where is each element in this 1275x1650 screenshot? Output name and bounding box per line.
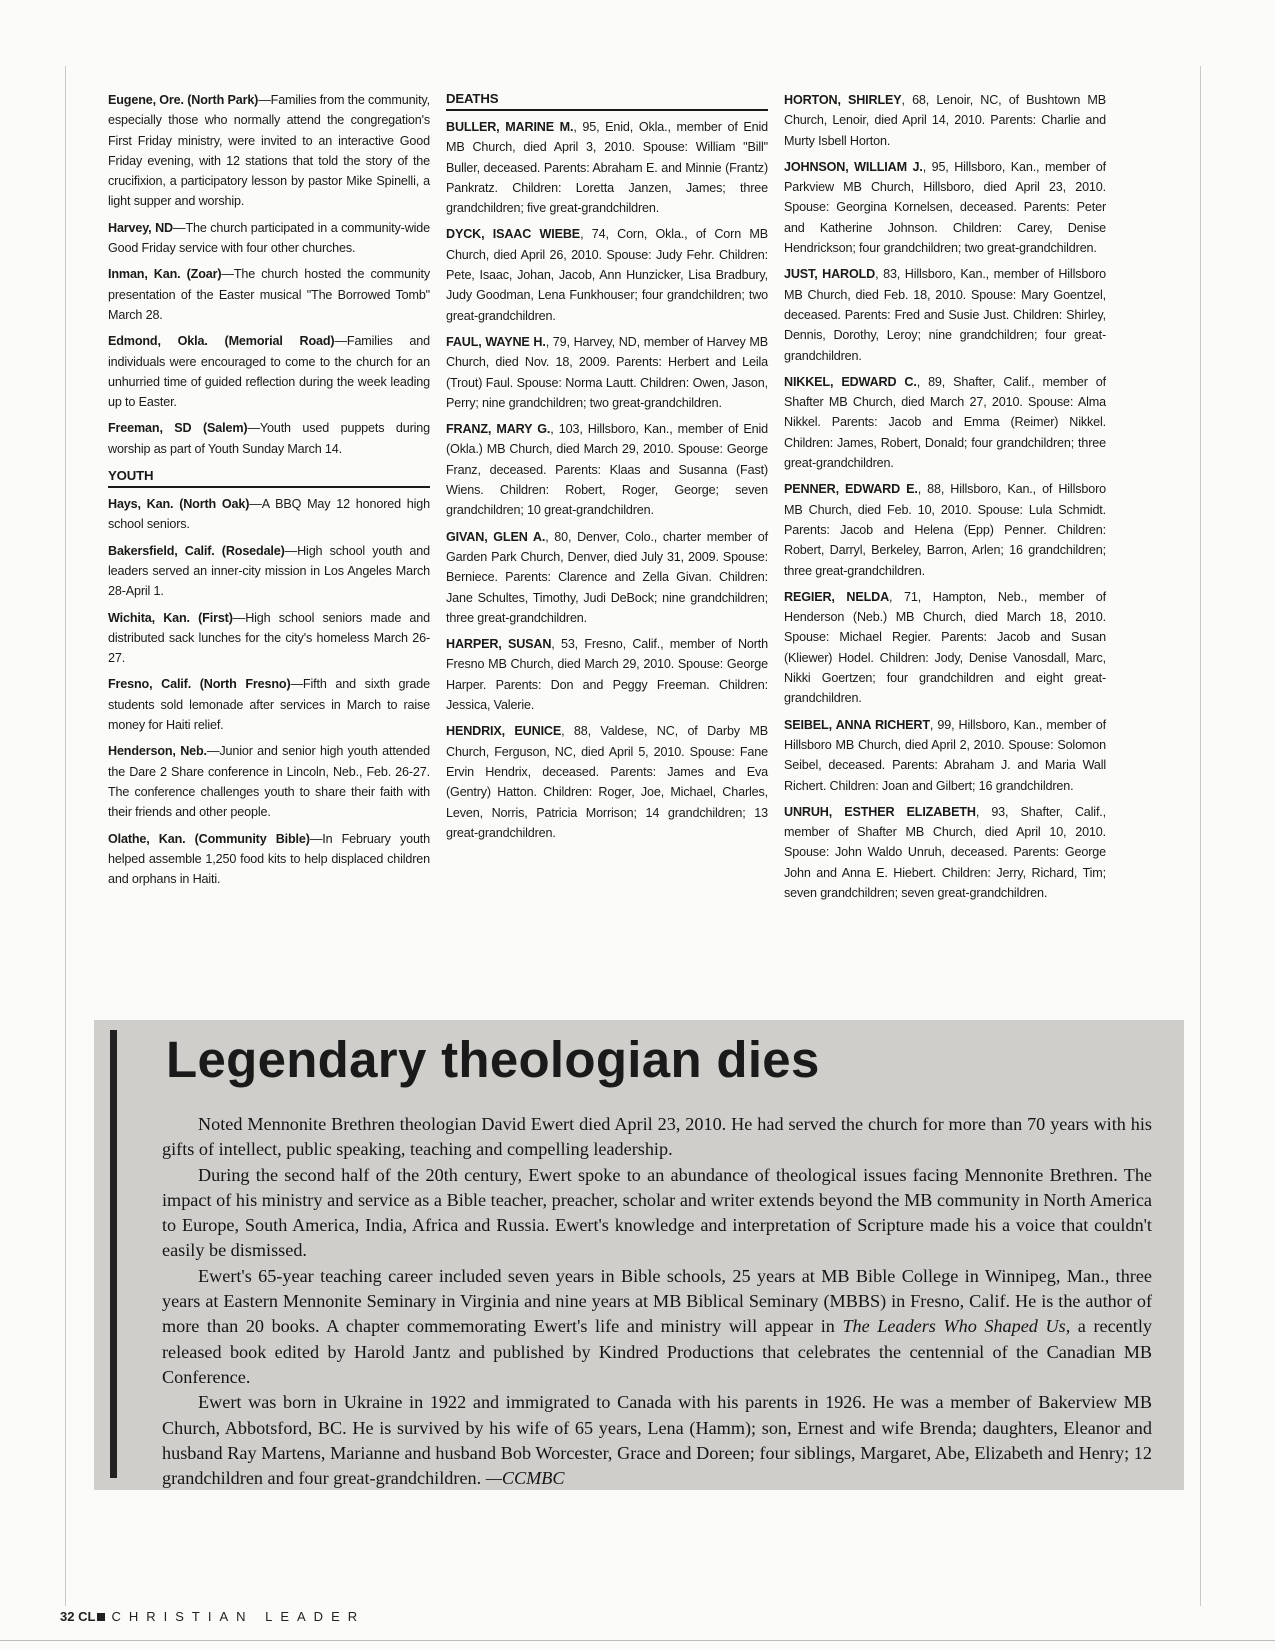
- news-entry: [108, 741, 430, 822]
- feature-text: Ewert's 65-year teaching career included seven years in Bible schools, 25 years at MB Bible College in Winnipeg, Man., three years at Eastern Mennonite Seminary in Virginia and nine years at MB Biblical Seminary (MBBS) in Fresno, Calif. He is the author of more than 20 books. A chapter commemorating Ewert's life and ministry will appear in: [162, 1265, 1152, 1337]
- entry-text: —Families from the community, especially those who normally attend the congregation's First Friday ministry, were invited to an interactive Good Friday evening, with 12 stations that told the story of the crucifixion, a participatory lesson by pastor Mike Spinelli, a light supper and worship.: [108, 93, 430, 209]
- feature-accent-bar: [110, 1030, 117, 1478]
- left-margin-rule: [65, 66, 66, 1606]
- obituary-entry: [784, 372, 1106, 473]
- feature-text: , a recently released book edited by Harold Jantz and published by Kindred Productions that celebrates the centennial of the Canadian MB Conference.: [162, 1316, 1153, 1387]
- feature-paragraph: [162, 1390, 1152, 1491]
- obituary-entry: [784, 157, 1106, 258]
- entry-name: GIVAN, GLEN A.: [446, 529, 546, 544]
- entry-text: —High school seniors made and distributed sack lunches for the city's homeless March 26-27.: [108, 610, 430, 666]
- magazine-abbrev: CL: [78, 1609, 96, 1624]
- page-number: 32: [60, 1609, 75, 1624]
- obituary-entry: [784, 264, 1106, 365]
- column-news: [108, 90, 430, 895]
- feature-title: Legendary theologian dies: [166, 1031, 820, 1088]
- entry-location: Bakersfield, Calif. (Rosedale): [108, 543, 285, 558]
- news-entry: [108, 418, 430, 459]
- right-margin-rule: [1200, 66, 1201, 1606]
- entry-text: , 88, Valdese, NC, of Darby MB Church, Ferguson, NC, died April 5, 2010. Spouse: Fane Ervin Hendrix, deceased. Parents: James and Eva (Gentry) Hatton. Children: Roger, Joe, Michael, Charles, Leven, Norris, Patricia Morrison; 14 grandchildren; 13 great-grandchildren.: [446, 724, 768, 840]
- square-bullet-icon: [97, 1613, 105, 1621]
- column-deaths-continued: [784, 90, 1106, 909]
- entry-text: —Youth used puppets during worship as part of Youth Sunday March 14.: [108, 421, 430, 456]
- entry-text: —High school youth and leaders served an inner-city mission in Los Angeles March 28-April 1.: [108, 543, 430, 599]
- obituary-entry: [446, 117, 768, 218]
- entry-text: —Junior and senior high youth attended the Dare 2 Share conference in Lincoln, Neb., Feb. 26-27. The conference challenges youth to share their faith with their friends and other people.: [108, 744, 430, 820]
- entry-name: UNRUH, ESTHER ELIZABETH: [784, 804, 976, 819]
- news-entry: [108, 608, 430, 669]
- entry-name: FAUL, WAYNE H.: [446, 334, 546, 349]
- news-entry: [108, 90, 430, 212]
- entry-name: JOHNSON, WILLIAM J.: [784, 159, 923, 174]
- deaths-entries: [446, 117, 768, 843]
- entry-location: Harvey, ND: [108, 220, 173, 235]
- entry-location: Eugene, Ore. (North Park): [108, 93, 259, 107]
- entry-name: BULLER, MARINE M.: [446, 120, 574, 134]
- entry-text: —The church hosted the community presentation of the Easter musical "The Borrowed Tomb" March 28.: [108, 267, 430, 322]
- entry-text: , 88, Hillsboro, Kan., of Hillsboro MB Church, died Feb. 10, 2010. Spouse: Lula Schmidt. Parents: Jacob and Helena (Epp) Penner. Children: Robert, Darryl, Berkeley, Barron, Arlen; 16 grandchildren; three great-grandchildren.: [784, 482, 1106, 578]
- youth-heading: YOUTH: [108, 467, 430, 488]
- entry-text: , 95, Hillsboro, Kan., member of Parkview MB Church, Hillsboro, died April 23, 2010. Spouse: Georgina Kornelsen, deceased. Parents: Peter and Katherine Johnson. Children: Carey, Denise Hendrickson; four grandchildren; two great-grandchildren.: [784, 159, 1106, 256]
- entry-text: —A BBQ May 12 honored high school seniors.: [108, 497, 430, 532]
- entry-name: HENDRIX, EUNICE: [446, 724, 562, 739]
- entry-name: HARPER, SUSAN: [446, 637, 552, 652]
- obituary-entry: [784, 90, 1106, 151]
- feature-paragraph: During the second half of the 20th century, Ewert spoke to an abundance of theological issues facing Mennonite Brethren. The impact of his ministry and service as a Bible teacher, preacher, scholar and writer extends beyond the MB community in North America to Europe, South America, India, Africa and Russia. Ewert's knowledge and interpretation of Scripture made his a voice that couldn't easily be dismissed.: [162, 1164, 1152, 1261]
- entry-text: , 68, Lenoir, NC, of Bushtown MB Church, Lenoir, died April 14, 2010. Parents: Charlie and Murty Isbell Horton.: [784, 93, 1107, 148]
- magazine-name: CHRISTIAN LEADER: [111, 1609, 366, 1624]
- deaths-entries-continued: [784, 90, 1106, 903]
- news-entry: [108, 264, 430, 325]
- entry-location: Inman, Kan. (Zoar): [108, 267, 222, 282]
- entry-text: , 53, Fresno, Calif., member of North Fresno MB Church, died March 29, 2010. Spouse: George Harper. Parents: Don and Peggy Freeman. Children: Jessica, Valerie.: [446, 637, 768, 713]
- entry-name: DYCK, ISAAC WIEBE: [446, 227, 581, 242]
- news-entry: [108, 494, 430, 535]
- entry-location: Wichita, Kan. (First): [108, 610, 233, 625]
- youth-entries: [108, 494, 430, 889]
- entry-location: Olathe, Kan. (Community Bible): [108, 831, 310, 846]
- entry-text: , 93, Shafter, Calif., member of Shafter MB Church, died April 10, 2010. Spouse: John Waldo Unruh, deceased. Parents: George John and Anna E. Hiebert. Children: Jerry, Richard, Tim; seven grandchildren; seven great-grandchildren.: [784, 804, 1106, 900]
- obituary-entry: [446, 332, 768, 413]
- entry-text: , 83, Hillsboro, Kan., member of Hillsboro MB Church, died Feb. 18, 2010. Spouse: Mary Goentzel, deceased. Parents: Fred and Susie Just. Children: Shirley, Dennis, Dorothy, Leroy; nine grandchildren; four great-grandchildren.: [784, 267, 1106, 363]
- entry-text: —Families and individuals were encouraged to come to the church for an unhurried time of guided reflection during the week leading up to Easter.: [108, 334, 430, 410]
- obituary-entry: [446, 419, 768, 520]
- feature-paragraph: [162, 1264, 1152, 1390]
- obituary-entry: [784, 715, 1106, 796]
- column-deaths: [446, 90, 768, 849]
- obituary-entry: [784, 802, 1106, 903]
- book-title: The Leaders Who Shaped Us: [842, 1316, 1066, 1337]
- easter-entries: [108, 90, 430, 459]
- entry-name: HORTON, SHIRLEY: [784, 93, 902, 107]
- entry-name: SEIBEL, ANNA RICHERT: [784, 717, 930, 732]
- entry-text: —In February youth helped assemble 1,250 food kits to help displaced children and orphans in Haiti.: [108, 831, 430, 887]
- feature-credit: —CCMBC: [485, 1468, 565, 1489]
- entry-text: , 80, Denver, Colo., charter member of Garden Park Church, Denver, died July 31, 2009. Spouse: Berniece. Parents: Clarence and Zella Givan. Children: Jane Schultes, Timothy, Judi DeBock; nine grandchildren; three great-grandchildren.: [446, 529, 768, 625]
- entry-text: , 74, Corn, Okla., of Corn MB Church, died April 26, 2010. Spouse: Judy Fehr. Children: Pete, Isaac, Johan, Jacob, Ann Hunzicker, Lisa Bradbury, Judy Goodman, Lena Funkhouser; four grandchildren; two great-grandchildren.: [446, 227, 768, 323]
- entry-text: , 79, Harvey, ND, member of Harvey MB Church, died Nov. 18, 2009. Parents: Herbert and Leila (Trout) Faul. Spouse: Norma Lautt. Children: Owen, Jason, Perry; nine grandchildren; two great-grandchildren.: [446, 334, 768, 410]
- deaths-heading: DEATHS: [446, 90, 768, 111]
- feature-box: [94, 1020, 1184, 1490]
- entry-location: Fresno, Calif. (North Fresno): [108, 677, 291, 692]
- entry-location: Henderson, Neb.: [108, 744, 207, 759]
- entry-name: REGIER, NELDA: [784, 589, 890, 604]
- bottom-rule: [0, 1640, 1275, 1641]
- entry-location: Freeman, SD (Salem): [108, 421, 248, 436]
- news-entry: [108, 331, 430, 412]
- entry-text: , 99, Hillsboro, Kan., member of Hillsboro MB Church, died April 2, 2010. Spouse: Solomon Seibel, deceased. Parents: Abraham J. and Maria Wall Richert. Children: Joan and Gilbert; 16 grandchildren.: [784, 717, 1106, 793]
- news-entry: [108, 218, 430, 259]
- obituary-entry: [784, 587, 1106, 709]
- entry-name: JUST, HAROLD: [784, 267, 876, 282]
- entry-text: , 89, Shafter, Calif., member of Shafter MB Church, died March 27, 2010. Spouse: Alma Nikkel. Parents: Jacob and Emma (Reimer) Nikkel. Children: James, Robert, Donald; four grandchildren; three great-grandchildren.: [784, 374, 1107, 471]
- page-footer: [60, 1609, 365, 1624]
- entry-text: , 95, Enid, Okla., member of Enid MB Church, died April 3, 2010. Spouse: William "Bill" Buller, deceased. Parents: Abraham E. and Minnie (Frantz) Pankratz. Children: Loretta Janzen, James; three grandchildren; five great-grandchildren.: [446, 120, 768, 216]
- entry-text: , 71, Hampton, Neb., member of Henderson (Neb.) MB Church, died March 18, 2010. Spouse: Michael Regier. Parents: Jacob and Susan (Kliewer) Hodel. Children: Jody, Denise Vanosdall, Marc, Nikki Goertzen; four grandchildren and eight great-grandchildren.: [784, 589, 1106, 706]
- entry-location: Hays, Kan. (North Oak): [108, 497, 250, 512]
- feature-body: [162, 1112, 1152, 1491]
- news-entry: [108, 674, 430, 735]
- feature-paragraph: Noted Mennonite Brethren theologian David Ewert died April 23, 2010. He had served the church for more than 70 years with his gifts of intellect, public speaking, teaching and compelling leadership.: [162, 1114, 1152, 1160]
- entry-name: FRANZ, MARY G.: [446, 422, 551, 437]
- entry-name: NIKKEL, EDWARD C.: [784, 374, 917, 389]
- entry-text: —The church participated in a community-wide Good Friday service with four other churches.: [108, 220, 431, 256]
- entry-name: PENNER, EDWARD E.: [784, 482, 918, 497]
- obituary-entry: [446, 527, 768, 628]
- obituary-entry: [784, 479, 1106, 580]
- news-entry: [108, 541, 430, 602]
- obituary-entry: [446, 634, 768, 715]
- entry-location: Edmond, Okla. (Memorial Road): [108, 334, 335, 349]
- feature-text: Ewert was born in Ukraine in 1922 and immigrated to Canada with his parents in 1926. He was a member of Bakerview MB Church, Abbotsford, BC. He is survived by his wife of 65 years, Lena (Hamm); son, Ernest and wife Brenda; daughters, Eleanor and husband Ray Martens, Marianne and husband Bob Worcester, Grace and Doreen; four siblings, Margaret, Abe, Elizabeth and Henry; 12 grandchildren and four great-grandchildren.: [162, 1392, 1152, 1489]
- obituary-entry: [446, 224, 768, 325]
- entry-text: —Fifth and sixth grade students sold lemonade after services in March to raise money for Haiti relief.: [108, 677, 430, 733]
- news-entry: [108, 829, 430, 890]
- entry-text: , 103, Hillsboro, Kan., member of Enid (Okla.) MB Church, died March 29, 2010. Spouse: George Franz, deceased. Parents: Klaas and Susanna (Fast) Wiens. Children: Robert, Roger, George; seven grandchildren; 10 great-grandchildren.: [446, 422, 768, 518]
- obituary-entry: [446, 721, 768, 843]
